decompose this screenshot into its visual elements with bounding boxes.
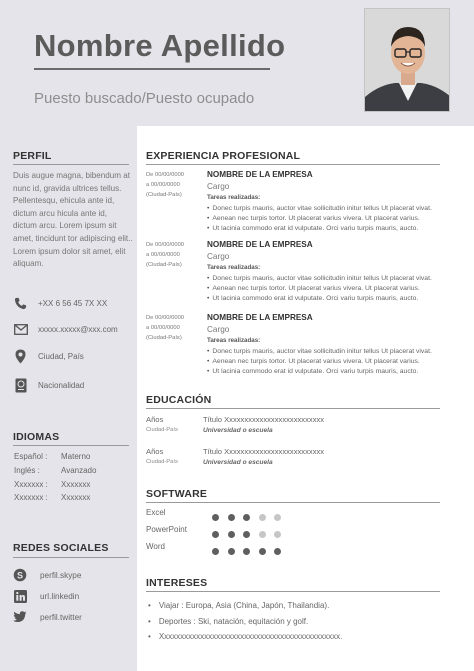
name-underline — [34, 68, 270, 70]
degree-title: Título Xxxxxxxxxxxxxxxxxxxxxxxxxx — [203, 415, 325, 424]
task-list — [207, 347, 432, 378]
education-divider — [146, 408, 440, 409]
tasks-label: Tareas realizadas: — [207, 194, 261, 201]
task-item: • Donec turpis mauris, auctor vitae sollicitudin initur tellus Ut placerat vivat. — [207, 204, 432, 214]
phone-number: +XX 6 56 45 7X XX — [38, 298, 108, 308]
task-list — [207, 204, 432, 235]
rating-dot-empty — [259, 531, 266, 538]
interests-heading: INTERESES — [146, 577, 208, 589]
rating-dot-filled — [259, 548, 266, 555]
task-item: • Donec turpis mauris, auctor vitae sollicitudin initur tellus Ut placerat vivat. — [207, 274, 432, 284]
tasks-label: Tareas realizadas: — [207, 264, 261, 271]
location-pin-icon — [13, 349, 28, 364]
task-item: • Donec turpis mauris, auctor vitae sollicitudin initur tellus Ut placerat vivat. — [207, 347, 432, 357]
job-location: (Ciudad-País) — [146, 192, 182, 198]
education-place: Ciudad-País — [146, 427, 178, 433]
rating-dot-filled — [243, 531, 250, 538]
skill-rating — [212, 548, 290, 555]
email-icon — [13, 322, 28, 337]
skill-rating — [212, 514, 290, 521]
task-item: • Aenean nec turpis tortor. Ut placerat varius vivera. Ut placerat varius. — [207, 214, 432, 224]
education-years: Años — [146, 447, 164, 456]
passport-icon — [13, 378, 28, 393]
rating-dot-filled — [212, 514, 219, 521]
rating-dot-filled — [228, 514, 235, 521]
task-list — [207, 274, 432, 305]
degree-title: Título Xxxxxxxxxxxxxxxxxxxxxxxxxx — [203, 447, 325, 456]
company-name: NOMBRE DE LA EMPRESA — [207, 170, 313, 179]
software-divider — [146, 502, 440, 503]
interests-list — [148, 598, 342, 645]
job-dates — [146, 313, 204, 343]
contact-location — [13, 348, 84, 364]
contact-nationality — [13, 377, 84, 393]
rating-dot-filled — [243, 548, 250, 555]
rating-dot-empty — [259, 514, 266, 521]
skype-handle[interactable]: perfil.skype — [40, 570, 82, 580]
rating-dot-filled — [212, 531, 219, 538]
school-name: Universidad o escuela — [203, 459, 273, 466]
rating-dot-filled — [212, 548, 219, 555]
language-row — [14, 493, 91, 502]
date-to: a 00/00/0000 — [146, 325, 180, 331]
profile-text: Duis augue magna, bibendum at nunc id, gravida ultrices tellus. Pellentesqu, ehicula ante id, dictum arcu hicula ante id, dictum arcu. Lorem ipsum sit amet, tincidunt tor adipiscing elit.. Lorem ipsum dolor sit amet, elit aliquam. — [13, 171, 133, 269]
job-location: (Ciudad-País) — [146, 335, 182, 341]
date-from: De 00/00/0000 — [146, 172, 185, 178]
job-role: Cargo — [207, 182, 230, 191]
linkedin-url[interactable]: url.linkedin — [40, 591, 80, 601]
language-row — [14, 466, 97, 475]
languages-divider — [13, 445, 129, 446]
interest-item: • Viajar : Europa, Asia (China, Japón, Thailandia). — [148, 598, 342, 614]
language-name: Xxxxxxx : — [14, 493, 48, 502]
language-level: Materno — [61, 452, 91, 461]
tasks-label: Tareas realizadas: — [207, 337, 261, 344]
rating-dot-empty — [274, 514, 281, 521]
language-level: Xxxxxxx — [61, 493, 91, 502]
software-heading: SOFTWARE — [146, 488, 208, 500]
task-item: • Ut lacinia commodo erat id vulputate. Orci variu turpis mauris, aucto. — [207, 367, 432, 377]
nationality: Nacionalidad — [38, 380, 85, 390]
twitter-icon — [13, 610, 27, 624]
profile-photo — [364, 8, 450, 112]
language-level: Xxxxxxx — [61, 480, 91, 489]
social-twitter — [13, 609, 82, 625]
education-heading: EDUCACIÓN — [146, 394, 212, 406]
candidate-name: Nombre Apellido — [34, 28, 286, 63]
software-name: Word — [146, 542, 165, 551]
software-name: PowerPoint — [146, 525, 187, 534]
language-row — [14, 480, 91, 489]
skill-rating — [212, 531, 290, 538]
company-name: NOMBRE DE LA EMPRESA — [207, 313, 313, 322]
language-name: Inglés : — [14, 466, 40, 475]
contact-phone — [13, 295, 107, 311]
social-divider — [13, 557, 129, 558]
date-to: a 00/00/0000 — [146, 182, 180, 188]
job-entry — [146, 240, 446, 304]
interest-item: • Xxxxxxxxxxxxxxxxxxxxxxxxxxxxxxxxxxxxxxxxxxxxx. — [148, 629, 342, 645]
rating-dot-filled — [228, 548, 235, 555]
software-name: Excel — [146, 508, 166, 517]
rating-dot-empty — [274, 531, 281, 538]
job-subtitle: Puesto buscado/Puesto ocupado — [34, 90, 255, 107]
twitter-handle[interactable]: perfil.twitter — [40, 612, 82, 622]
date-from: De 00/00/0000 — [146, 242, 185, 248]
task-item: • Aenean nec turpis tortor. Ut placerat varius vivera. Ut placerat varius. — [207, 284, 432, 294]
job-dates — [146, 240, 204, 270]
social-linkedin — [13, 588, 79, 604]
language-level: Avanzado — [61, 466, 97, 475]
skype-icon — [13, 568, 27, 582]
profile-heading: PERFIL — [13, 150, 52, 162]
rating-dot-filled — [274, 548, 281, 555]
experience-divider — [146, 164, 440, 165]
task-item: • Ut lacinia commodo erat id vulputate. Orci variu turpis mauris, aucto. — [207, 224, 432, 234]
company-name: NOMBRE DE LA EMPRESA — [207, 240, 313, 249]
language-row — [14, 452, 91, 461]
job-entry — [146, 313, 446, 377]
job-entry — [146, 170, 446, 234]
social-heading: REDES SOCIALES — [13, 542, 109, 554]
svg-text:S: S — [16, 570, 24, 581]
experience-heading: EXPERIENCIA PROFESIONAL — [146, 150, 301, 162]
city-country: Ciudad, País — [38, 351, 84, 361]
profile-divider — [13, 164, 129, 165]
interest-item: • Deportes : Ski, natación, equitación y golf. — [148, 614, 342, 630]
interests-divider — [146, 591, 440, 592]
language-name: Xxxxxxx : — [14, 480, 48, 489]
task-item: • Aenean nec turpis tortor. Ut placerat varius vivera. Ut placerat varius. — [207, 357, 432, 367]
job-role: Cargo — [207, 252, 230, 261]
rating-dot-filled — [243, 514, 250, 521]
job-location: (Ciudad-País) — [146, 262, 182, 268]
date-to: a 00/00/0000 — [146, 252, 180, 258]
header-band — [0, 0, 474, 126]
linkedin-icon — [13, 589, 27, 603]
language-name: Español : — [14, 452, 48, 461]
social-skype — [13, 567, 81, 583]
email-address: xxxxx.xxxxx@xxx.com — [38, 324, 118, 334]
languages-heading: IDIOMAS — [13, 431, 60, 443]
job-dates — [146, 170, 204, 200]
education-place: Ciudad-País — [146, 459, 178, 465]
contact-email — [13, 321, 118, 337]
rating-dot-filled — [228, 531, 235, 538]
job-role: Cargo — [207, 325, 230, 334]
task-item: • Ut lacinia commodo erat id vulputate. Orci variu turpis mauris, aucto. — [207, 294, 432, 304]
education-years: Años — [146, 415, 164, 424]
date-from: De 00/00/0000 — [146, 315, 185, 321]
phone-icon — [13, 296, 28, 311]
school-name: Universidad o escuela — [203, 427, 273, 434]
